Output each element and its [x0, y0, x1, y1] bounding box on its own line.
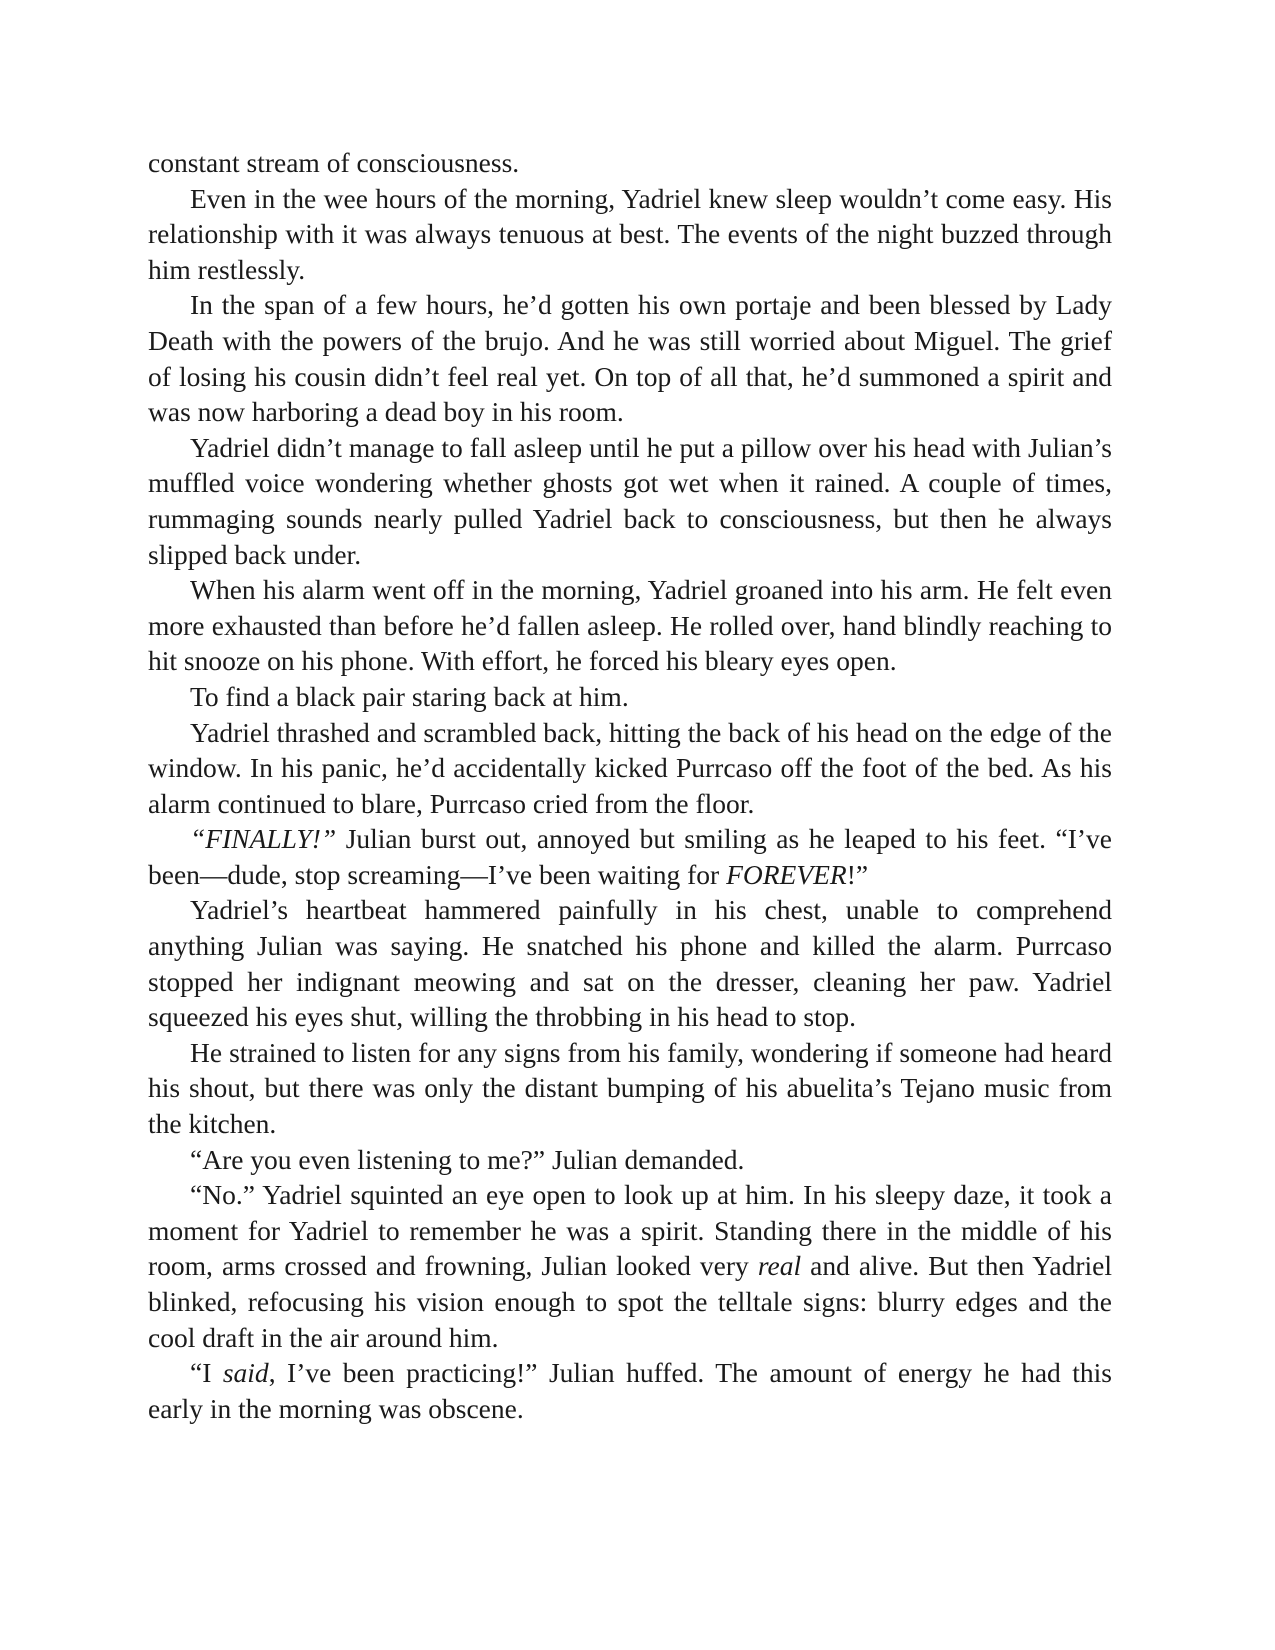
paragraph [148, 679, 1112, 715]
paragraph-text: Even in the wee hours of the morning, Yadriel knew sleep wouldn’t come easy. His relationship with it was always tenuous at best. The events of the night buzzed through him restlessly. [148, 182, 1112, 285]
paragraph-italic-text: real [757, 1250, 802, 1282]
paragraph [148, 821, 1112, 892]
paragraph [148, 145, 1112, 181]
paragraph [148, 572, 1112, 679]
paragraph-text: and alive. But then Yadriel blinked, refocusing his vision enough to spot the telltale signs: blurry edges and the cool draft in the air around him. [148, 1250, 1112, 1353]
paragraph [148, 181, 1112, 288]
paragraph-text: “No.” Yadriel squinted an eye open to look up at him. In his sleepy daze, it took a moment for Yadriel to remember he was a spirit. Standing there in the middle of his room, arms crossed and frowning, Julian looked very [148, 1179, 1112, 1282]
paragraph-text: Yadriel’s heartbeat hammered painfully in his chest, unable to comprehend anything Julian was saying. He snatched his phone and killed the alarm. Purrcaso stopped her indignant meowing and sat on the dresser, cleaning her paw. Yadriel squeezed his eyes shut, willing the throbbing in his head to stop. [148, 894, 1112, 1033]
page-body [148, 145, 1112, 1426]
paragraph-text: “I [190, 1357, 223, 1389]
paragraph [148, 892, 1112, 1034]
paragraph-text: When his alarm went off in the morning, Yadriel groaned into his arm. He felt even more exhausted than before he’d fallen asleep. He rolled over, hand blindly reaching to hit snooze on his phone. With effort, he forced his bleary eyes open. [148, 574, 1112, 677]
paragraph-text: , I’ve been practicing!” Julian huffed. The amount of energy he had this early in the morning was obscene. [148, 1357, 1112, 1424]
paragraph-italic-text: said [222, 1357, 269, 1389]
paragraph-text: Yadriel didn’t manage to fall asleep until he put a pillow over his head with Julian’s muffled voice wondering whether ghosts got wet when it rained. A couple of times, rummaging sounds nearly pulled Yadriel back to consciousness, but then he always slipped back under. [148, 431, 1112, 570]
paragraph-text: !” [846, 858, 869, 890]
paragraph [148, 715, 1112, 822]
paragraph-text: Yadriel thrashed and scrambled back, hitting the back of his head on the edge of the window. In his panic, he’d accidentally kicked Purrcaso off the foot of the bed. As his alarm continued to blare, Purrcaso cried from the floor. [148, 716, 1112, 819]
paragraph-italic-text: “FINALLY!” [190, 823, 337, 855]
paragraph [148, 287, 1112, 429]
paragraph [148, 1177, 1112, 1355]
paragraph-text: To find a black pair staring back at him. [190, 680, 629, 712]
paragraph-text: Julian burst out, annoyed but smiling as he leaped to his feet. “I’ve been—dude, stop screaming—I’ve been waiting for [148, 823, 1112, 890]
paragraph [148, 1142, 1112, 1178]
paragraph [148, 1035, 1112, 1142]
paragraph-text: In the span of a few hours, he’d gotten his own portaje and been blessed by Lady Death with the powers of the brujo. And he was still worried about Miguel. The grief of losing his cousin didn’t feel real yet. On top of all that, he’d summoned a spirit and was now harboring a dead boy in his room. [148, 289, 1112, 428]
paragraph-text: “Are you even listening to me?” Julian demanded. [190, 1143, 745, 1175]
paragraph-text: He strained to listen for any signs from his family, wondering if someone had heard his shout, but there was only the distant bumping of his abuelita’s Tejano music from the kitchen. [148, 1036, 1112, 1140]
paragraph [148, 430, 1112, 572]
paragraph [148, 1355, 1112, 1426]
paragraph-italic-text: FOREVER [726, 858, 847, 890]
paragraph-text: constant stream of consciousness. [148, 147, 520, 178]
